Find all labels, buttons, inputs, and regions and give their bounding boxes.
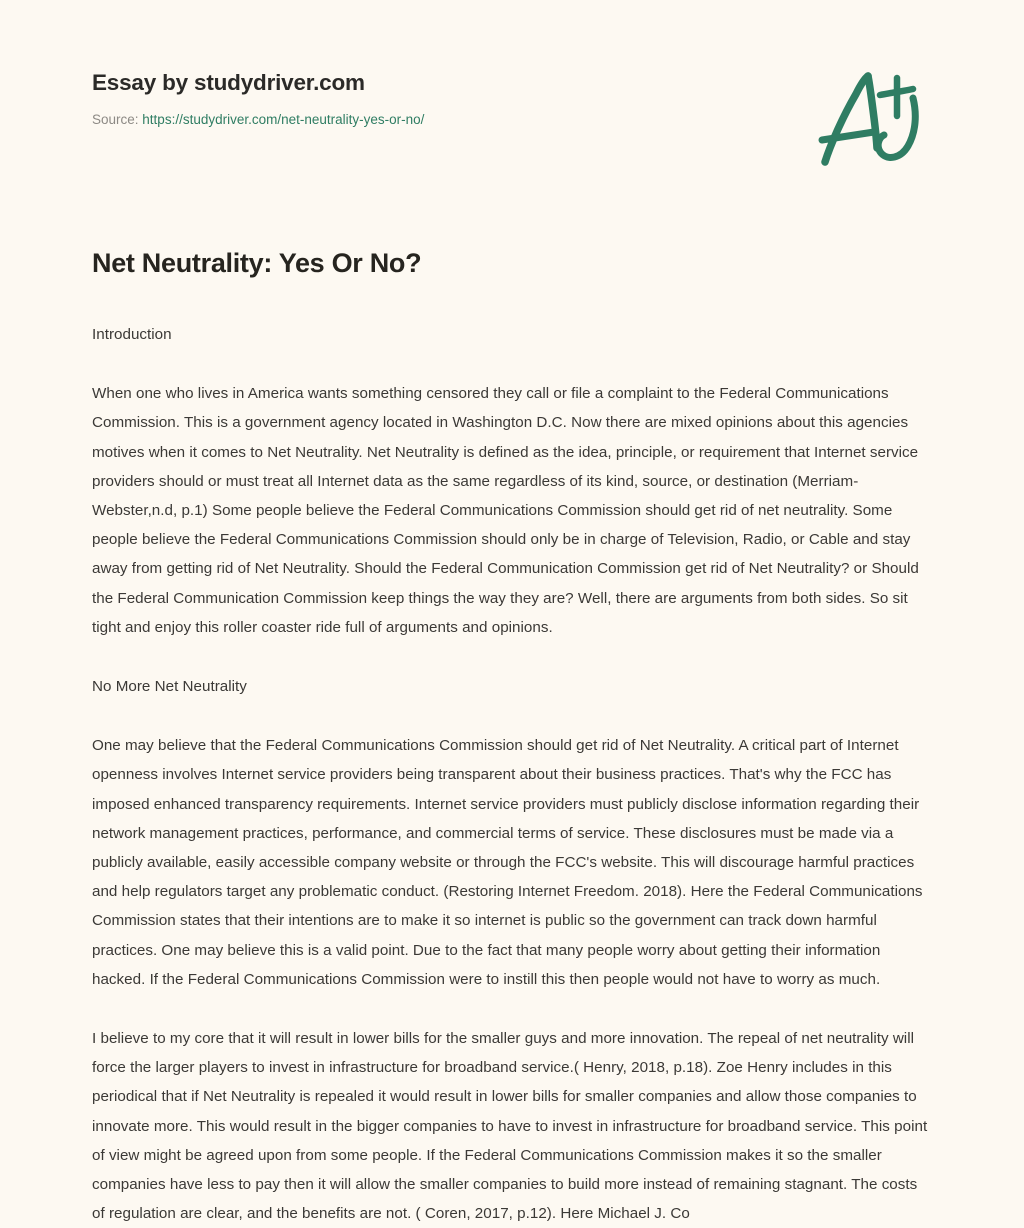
a-plus-logo-icon[interactable] bbox=[812, 66, 932, 170]
article bbox=[92, 246, 934, 1228]
source-line bbox=[92, 110, 712, 130]
source-url-link[interactable]: https://studydriver.com/net-neutrality-yes-or-no/ bbox=[142, 112, 425, 127]
brand-block bbox=[92, 68, 712, 130]
source-label: Source: bbox=[92, 112, 139, 127]
paragraph-introduction: When one who lives in America wants something censored they call or file a complaint to the Federal Communications Commission. This is a government agency located in Washington D.C. Now there are mixed opinions about this agencies motives when it comes to Net Neutrality. Net Neutrality is defined as the idea, principle, or requirement that Internet service providers should or must treat all Internet data as the same regardless of its kind, source, or destination (Merriam-Webster,n.d, p.1) Some people believe the Federal Communications Commission should get rid of net neutrality. Some people believe the Federal Communications Commission should only be in charge of Television, Radio, or Cable and stay away from getting rid of Net Neutrality. Should the Federal Communication Commission get rid of Net Neutrality? or Should the Federal Communication Commission keep things the way they are? Well, there are arguments from both sides. So sit tight and enjoy this roller coaster ride full of arguments and opinions. bbox=[92, 385, 919, 636]
paragraph-lower-bills: I believe to my core that it will result in lower bills for the smaller guys and more innovation. The repeal of net neutrality will force the larger players to invest in infrastructure for broadband service.( Henry, 2018, p.18). Zoe Henry includes in this periodical that if Net Neutrality is repealed it would result in lower bills for smaller companies and allow those companies to innovate more. This would result in the bigger companies to have to invest in infrastructure for broadband service. This point of view might be agreed upon from some people. If the Federal Communications Commission makes it so the smaller companies have less to pay then it will allow the smaller companies to build more instead of remaining stagnant. The costs of regulation are clear, and the benefits are not. ( Coren, 2017, p.12). Here Michael J. Co bbox=[92, 1030, 928, 1223]
article-body bbox=[92, 320, 934, 1228]
section-label-introduction: Introduction bbox=[92, 326, 172, 343]
section-label-no-more-net-neutrality: No More Net Neutrality bbox=[92, 678, 247, 696]
brand-title: Essay by studydriver.com bbox=[92, 70, 365, 95]
page-header bbox=[0, 0, 1024, 210]
paragraph-fcc-transparency: One may believe that the Federal Communications Commission should get rid of Net Neutrality. A critical part of Internet openness involves Internet service providers being transparent about their business practices. That's why the FCC has imposed enhanced transparency requirements. Internet service providers must publicly disclose information regarding their network management practices, performance, and commercial terms of service. These disclosures must be made via a publicly available, easily accessible company website or through the FCC's website. This will discourage harmful practices and help regulators target any problematic conduct. (Restoring Internet Freedom. 2018). Here the Federal Communications Commission states that their intentions are to make it so internet is public so the government can track down harmful practices. One may believe this is a valid point. Due to the fact that many people worry about getting their information hacked. If the Federal Communications Commission were to instill this then people would not have to worry as much. bbox=[92, 737, 923, 988]
page-title: Net Neutrality: Yes Or No? bbox=[92, 248, 422, 278]
